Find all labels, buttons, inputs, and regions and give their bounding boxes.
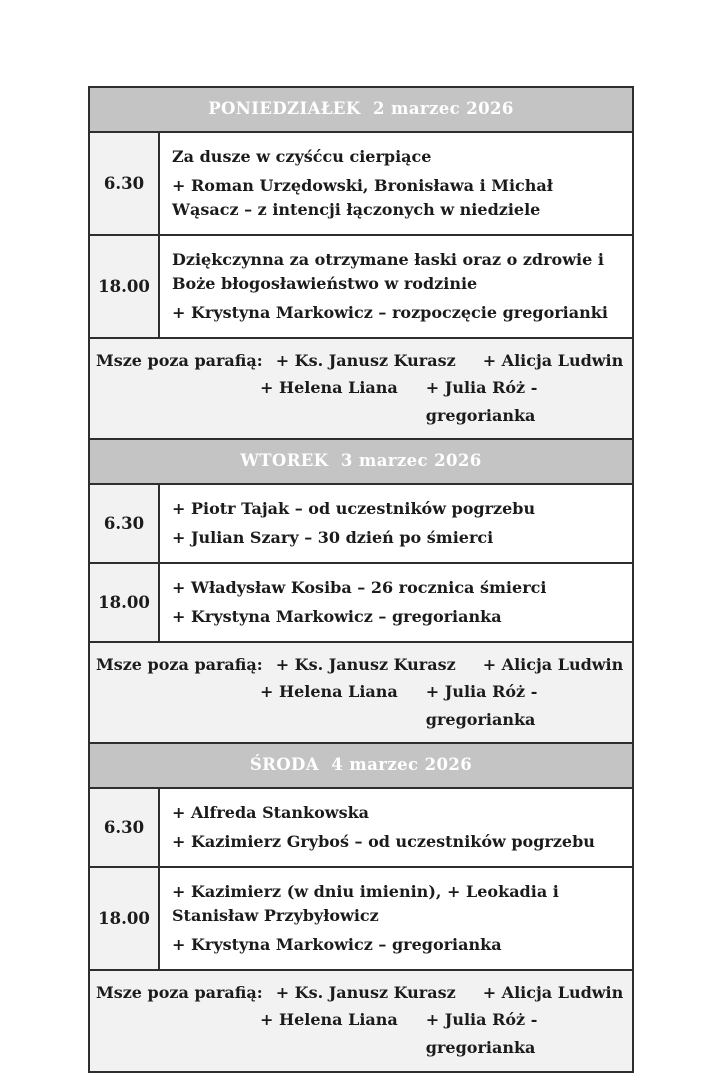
- mass-schedule-document: [88, 86, 634, 1073]
- mass-intention: + Krystyna Markowicz – gregorianka: [172, 934, 502, 954]
- outside-parish-entry: + Alicja Ludwin: [482, 654, 624, 674]
- mass-time: 6.30: [90, 789, 160, 866]
- outside-parish-label: Msze poza parafią:: [96, 350, 263, 370]
- outside-parish-entry: + Alicja Ludwin: [482, 982, 624, 1002]
- mass-time: 18.00: [90, 564, 160, 641]
- mass-row: [90, 133, 632, 236]
- mass-row: [90, 564, 632, 643]
- mass-row: [90, 789, 632, 868]
- mass-intentions: [160, 789, 632, 866]
- mass-time: 6.30: [90, 485, 160, 562]
- day-section-wednesday: [90, 744, 632, 1070]
- mass-intention: + Kazimierz Gryboś – od uczestników pogrzebu: [172, 831, 595, 851]
- outside-parish-entry: + Julia Róż - gregorianka: [425, 378, 538, 425]
- outside-parish-entry: + Helena Liana: [260, 378, 398, 398]
- mass-intentions: [160, 133, 632, 234]
- mass-intention: + Krystyna Markowicz – gregorianka: [172, 606, 502, 626]
- mass-intention: + Julian Szary – 30 dzień po śmierci: [172, 527, 494, 547]
- mass-row: [90, 485, 632, 564]
- mass-row: [90, 868, 632, 971]
- outside-parish-entry: + Helena Liana: [260, 682, 398, 702]
- day-header: PONIEDZIAŁEK 2 marzec 2026: [90, 88, 632, 133]
- day-section-tuesday: [90, 440, 632, 744]
- outside-parish-entry: + Helena Liana: [260, 1010, 398, 1030]
- mass-row: [90, 236, 632, 339]
- day-header: WTOREK 3 marzec 2026: [90, 440, 632, 485]
- mass-intention: Za dusze w czyśćcu cierpiące: [172, 146, 432, 166]
- outside-parish-entry: + Ks. Janusz Kurasz: [275, 350, 456, 370]
- mass-intentions: [160, 236, 632, 337]
- mass-intention: + Alfreda Stankowska: [172, 802, 370, 822]
- mass-intention: + Krystyna Markowicz – rozpoczęcie gregorianki: [172, 302, 608, 322]
- mass-time: 6.30: [90, 133, 160, 234]
- outside-parish-label: Msze poza parafią:: [96, 654, 263, 674]
- mass-intentions: [160, 485, 632, 562]
- mass-intentions: [160, 564, 632, 641]
- outside-parish-label: Msze poza parafią:: [96, 982, 263, 1002]
- mass-intention: + Władysław Kosiba – 26 rocznica śmierci: [172, 577, 547, 597]
- outside-parish-entry: + Alicja Ludwin: [482, 350, 624, 370]
- outside-parish-entry: + Julia Róż - gregorianka: [425, 1010, 538, 1057]
- mass-intentions: [160, 868, 632, 969]
- outside-parish-row: [90, 971, 632, 1071]
- mass-time: 18.00: [90, 236, 160, 337]
- outside-parish-row: [90, 643, 632, 745]
- mass-intention: Dziękczynna za otrzymane łaski oraz o zdrowie i Boże błogosławieństwo w rodzinie: [172, 249, 604, 293]
- outside-parish-entry: + Ks. Janusz Kurasz: [275, 654, 456, 674]
- mass-intention: + Kazimierz (w dniu imienin), + Leokadia i Stanisław Przybyłowicz: [172, 881, 559, 925]
- outside-parish-entry: + Julia Róż - gregorianka: [425, 682, 538, 729]
- mass-intention: + Roman Urzędowski, Bronisława i Michał Wąsacz – z intencji łączonych w niedziele: [172, 175, 553, 219]
- day-section-monday: [90, 88, 632, 440]
- outside-parish-entry: + Ks. Janusz Kurasz: [275, 982, 456, 1002]
- outside-parish-row: [90, 339, 632, 441]
- day-header: ŚRODA 4 marzec 2026: [90, 744, 632, 789]
- mass-intention: + Piotr Tajak – od uczestników pogrzebu: [172, 498, 536, 518]
- mass-time: 18.00: [90, 868, 160, 969]
